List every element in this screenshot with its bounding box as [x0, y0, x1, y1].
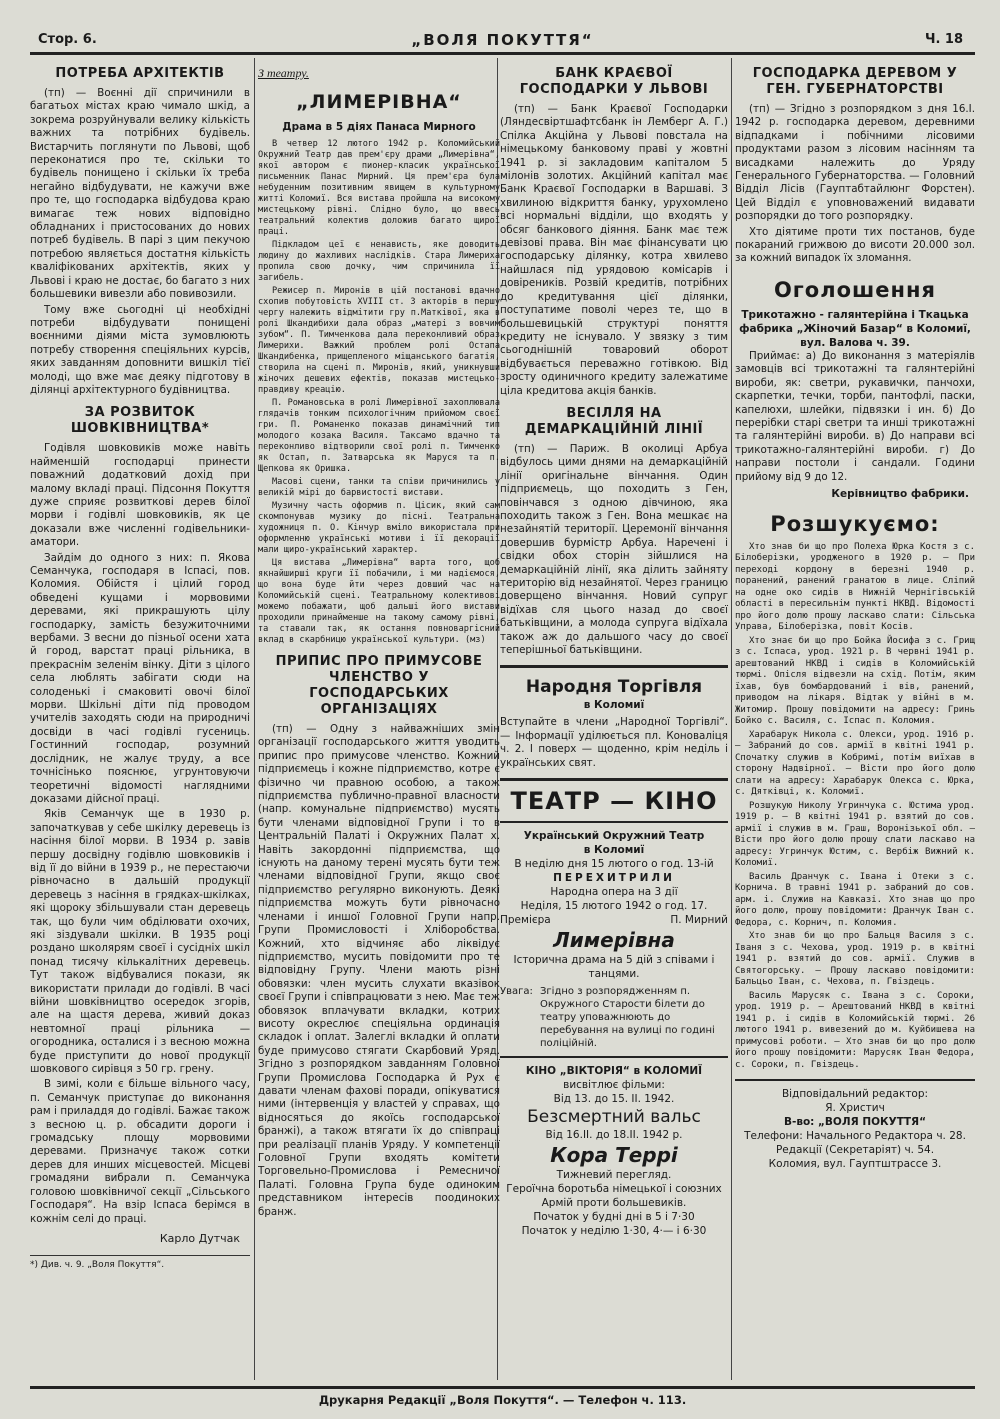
column-rule [731, 58, 732, 1380]
column-rule [254, 58, 255, 1380]
article-paragraph: (тп) — Одну з найважніших змін організації господарського життя уводить припис про примусове членство. Кожний підприємець і кожне підприємство, котре є фізично чи правною особою, а також підприємства публично-правної власности (напр. комунальне підприємство) мусять бути членами відповідної Групи і то в Центральній Палаті і Окружних Палат х. Навіть закордонні підприємства, що існують на даному терені мусять бути теж членами відповідної Групи, якщо своє підприємство регулярно виконують. Деякі підприємства можуть бути рівночасно членами і иншої Головної Групи напр. Групи Промисловості і Хліборобства. Кожний, хто відчиняє або ліквідує підприємство, мусить повідомити про те відповідну Групу. Члени мають різні обовязки: член мусить слухати вказівок своєї Групи і співпрацювати з нею. Має теж обовязок вплачувати вкладки, котрих висоту окреслює спеціяльна ординація складок і оплат. Залеглі вкладки й оплати буде примусово стягати Скарбовий Уряд. Згідно з розпорядком завданням Головної Групи Промислова Господарка й Рух є давати членам фахові поради, опікуватися ними (інтервенція у властей у справах, що відносяться до якоїсь господарської бранжі), а також втягати їх до співпраці при реалізації планів Уряду. У компетенції Головної Групи входять комітети Торговельно-Промислова і Ремесничої Палаті. Головна Група буде одиноким представником інтересів поодиноких бранж. [258, 723, 500, 1218]
article-paragraph: Режисер п. Миронів в цій постанові вдачно схопив побутовість XVIII ст. З акторів в першу чергу належить відмітити гру п.Матківої, яка в ролі Шкандибихи дала образ „матері з вовчим зубом“. П. Тимченкова дала переконливий образ Лимерихи. Важкий проблем ролі Остапа Шкандибенка, прищепленого міщанського багатія, створила на сцені п. Миронів, який, уникнувши жіночих дешевих ефектів, показав мистецько-правдиву креацію. [258, 286, 500, 395]
show-title: ПЕРЕХИТРИЛИ [553, 872, 675, 885]
missing-person-notice: Хто знав би що про Бальця Василя з с. Іваня з с. Чехова, урод. 1919 р. в квітні 1941 р. взятий до сов. армії. Служив в Святогорську. — Прошу ласкаво повідомити: Бальцьо Іван, с. Чехова, п. Гвіздець. [735, 931, 975, 988]
cinema-line: висвітлює фільми: [563, 1079, 665, 1092]
cinema-line: Героїчна боротьба німецької і союзних Армій проти большевиків. [506, 1183, 722, 1210]
cinema-name: КІНО „ВІКТОРІЯ“ в КОЛОМИЇ [525, 1065, 703, 1078]
column-3 [500, 58, 728, 1380]
show-title: Лимерівна [553, 928, 675, 953]
article-paragraph: Годівля шовковиків може навіть найменшій господарці принести поважний додатковий дохід при малому вкладі праці. Підсоння Покуття дуже сприяє розвиткові дерев білої морви і годівлі шовковиків, як це доказали вже численні годівельники-аматори. [30, 442, 250, 549]
missing-person-notice: Василь Дранчук с. Івана і Отеки з с. Корнича. В травні 1941 р. забраний до сов. арм. і. Служив на Кавказі. Хто знав що про його долю, прошу повідомити: Дранчук Іван с. Федора, с. Корнич, п. Коломия. [735, 871, 975, 928]
cinema-line: Тижневий перегляд. [556, 1169, 672, 1182]
missing-person-notice: Василь Марусяк с. Івана з с. Сороки, урод. 1919 р. — Арештований НКВД в квітні 1941 р. і сидів в Коломийській тюрмі. 26 лютого 1941 р. вивезений до м. Куйбишева на примусові роботи. — Хто знав би що про долю його прошу повідомити: Марусяк Іван Федора, с. Сороки, п. Гвіздець. [735, 990, 975, 1070]
cinema-dates: Від 16.II. до 18.II. 1942 р. [545, 1129, 683, 1142]
article-paragraph: Ця вистава „Лимерівна“ варта того, щоб якнайширші круги її побачили, і ми надіємося, що вона буде йти через довший час на Коломийській сцені. Театральному колективові можемо побажати, щоб дальші його вистави проходили принайменше на такому самому рівні, та ставали так, як остання повноваргісний вклад в скарбницю української культури. (мз) [258, 558, 500, 645]
page-header [30, 30, 975, 55]
ad-factory-signature: Керівництво фабрики. [831, 487, 969, 500]
ad-title: ТЕАТР — КІНО [510, 787, 718, 816]
missing-person-notice: Розшукую Николу Угринчука с. Юстима урод. 1919 р. — В квітні 1941 р. взятий до сов. армії і служив в м. Граш, Воронізької обл. — Вісти про його долю прошу слати ласкаво на адресу: Угринчук Юстим, с. Вербіж Вижний к. Коломиї. [735, 800, 975, 869]
premiere-row [500, 913, 728, 927]
column-2 [258, 58, 500, 1380]
ad-text: Вступайте в члени „Народної Торгівлі“. — Інформації уділюється пл. Коноваліця ч. 2. І поверх — щоденно, крім неділь і українських свят. [500, 716, 728, 769]
notice-text: Згідно з розпорядженням п. Окружного Старости білети до театру уповажнюють до перебування на вулиці по годині поліційній. [540, 986, 715, 1050]
theatre-city: в Коломиї [583, 844, 645, 857]
article-paragraph: (тп) — Париж. В околиці Арбуа відбулось цими днями на демаркаційній лінії оригінальне вінчання. Один підприємець, що походить з Ген, повінчався з одною дівчиною, яка походить також з Ген. Вона мешкає на незайнятій території. Церемонії вінчання довершив бурмістр Арбуа. Наречені і свідки обох сторін зійшлися на демаркаційній лінії, яка ділить зайняту територію від незайнятої. Через границю доверщено вінчання. Новий супруг відїхав сля цього назад до своєї батьківщини, а молода супруга відїхала також аж до дальшого часу до своєї теперішньої батьківщини. [500, 442, 728, 657]
editor-name: Я. Христич [825, 1102, 885, 1115]
article-paragraph: Хто діятиме проти тих постанов, буде покараний грижвою до висоти 20.000 зол. за кожний випадок їх зломання. [735, 225, 975, 265]
rubric-theatre: З театру. [258, 66, 309, 80]
editor-label: Відповідальний редактор: [781, 1088, 929, 1101]
missing-person-notice: Харабарук Никола с. Олекси, урод. 1916 р. — Забраний до сов. армії в квітні 1941 р. Спочатку служив в Кобримі, потім виїхав в сторону Надвірної. — Вісти про його долю слати на адресу: Харабарук Олекса с. Юрка, с. Дятківці, к. Коломиї. [735, 729, 975, 798]
article-title-membership: ПРИПИС ПРО ПРИМУСОВЕ ЧЛЕНСТВО У ГОСПОДАРСЬКИХ ОРГАНІЗАЦІЯХ [275, 654, 483, 717]
article-paragraph: (тп) — Воєнні дії спричинили в багатьох містах краю чимало шкід, а зокрема розруйнували велику кількість важних та потрібних будівель. Вистарчить поглянути по Львові, щоб переконатися про те, скільки то будівель понищено і скільки їх треба негайно відбудувати, не кажучи вже про те, що господарка відбудова краю вимагає теж нових відповідно обладнаних і пристосованих до нових потреб будівель. В парі з цим пекучою потребою являється достатня кількість кваліфікованих архітектів, яких у Львові і краю не достає, бо багато з них большевики вивезли або повивозили. [30, 87, 250, 301]
ad-narodna-torhivlia [500, 665, 728, 770]
article-paragraph: П. Романовська в ролі Лимерівної захоплювала глядачів тонким психологічним прийомом своєї гри. П. Романенко показав динамічний тип молодого козака Василя. Таксамо вдачно та переконливо відтворили свої ролі п. Тимченко як Остап, п. Затварська як Маруся та п. Щепкова як Оришка. [258, 398, 500, 474]
section-title-ads: Оголошення [773, 277, 937, 302]
article-paragraph: Зайдім до одного з них: п. Якова Семанчука, господаря в Іспасі, пов. Коломия. Обійстя і цілий город обведені кущами і морвовими деревами, які прикрашують цілу господарку, замість безужиточними вербами. З весни до пізньої осени хата й город, варстат праці рільника, в прекраснім зеленім вінку. Діти з цілого села люблять забігати сюди на солоденькі і смаковиті овочі білої морви. Шкільні діти під проводом учителів заходять сюди на природничі досвіди в часі годівлі гусениць. Гостинний господар, розумний дослідник, не жалує труду, а все точнісінько пояснює, угрунтовуючи теоретичні відомості наглядними доказами дійсної праці. [30, 551, 250, 805]
article-paragraph: Масові сцени, танки та співи причинились у великій мірі до барвистості вистави. [258, 477, 500, 498]
notice [500, 985, 728, 1050]
publisher: В-во: „ВОЛЯ ПОКУТТЯ“ [783, 1116, 927, 1129]
article-paragraph: (тп) — Банк Краєвої Господарки (Ляндесвіртшафтсбанк ін Лемберг А. Г.) Спілка Акційна у Львові повстала на німецькому банковому праві у жовтні 1941 р. зі закладовим капіталом 5 мілонів золотих. Акційний капітал має Банк Краєвої Господарки в Варшаві. З хвилиною відкриття банку, урухомлено всі нормальні відділи, що входять у обсяг банкового діяння. Банк має теж девізові права. Він має фінансувати цю господарську ділянку, котра хвилево найшлася під урядовою комісарів і довіреників. Розвій кредитів, потрібних до кредитування цієї ділянки, поступатиме поволі через те, що в большевицькій структурі поняття кредиту не існувало. У звязку з тим сьогоднішній товаровий оборот відбувається переважно готівкою. Від зросту одиничного кредиту залежатиме ціла кредитова акція банків. [500, 103, 728, 397]
section-title-search: Розшукуємо: [770, 511, 940, 536]
article-paragraph: В зимі, коли є більше вільного часу, п. Семанчук приступає до виконання рам і приладдя до годівлі. Бажає також з весною ц. р. обсадити дороги і громадську площу морвовими деревами. Призначує також сотки дерев для инших місцевостей. Місцеві громадяни вибрали п. Семанчука головою шовківничої секції „Сільського Господаря“. На взір Іспаса берімся в кожнім селі до праці. [30, 1078, 250, 1225]
article-title-bank: БАНК КРАЄВОЇ ГОСПОДАРКИ У ЛЬВОВІ [519, 66, 709, 97]
article-title-silk: ЗА РОЗВИТОК ШОВКІВНИЦТВА* [70, 405, 210, 437]
article-paragraph: (тп) — Згідно з розпорядком з дня 16.І. 1942 р. господарка деревом, деревними відпадками і побічними лісовими продуктами разом з лісовим насінням та висадками належить до Уряду Генерального Губернаторства. — Головний Відділ Лісів (Гауптабтайлюнг Форстен). Цей Відділ є уповноважений видавати розпорядки до того розпорядку. [735, 103, 975, 223]
masthead: „ВОЛЯ ПОКУТТЯ“ [411, 31, 594, 49]
column-4 [735, 58, 975, 1380]
show-genre: Історична драма на 5 дій з співами і танцями. [513, 954, 715, 981]
article-subtitle: Драма в 5 діях Панаса Мирного [282, 121, 476, 133]
film-title: Кора Террі [550, 1143, 678, 1168]
theatre-name: Український Окружний Театр [523, 830, 705, 843]
cinema-dates: Від 13. до 15. II. 1942. [553, 1093, 675, 1106]
ad-theatre-cinema [500, 778, 728, 1238]
ad-title: Народня Торгівля [525, 677, 703, 698]
phone-line: Телефони: Начального Редактора ч. 28. [744, 1130, 966, 1143]
column-1 [30, 58, 250, 1380]
premiere-author: П. Мирний [670, 914, 728, 927]
ad-factory-text: Приймає: а) До виконання з матеріялів замовців всі трикотажні та галянтерійні вироби, як: светри, рукавички, панчохи, скарпетки, течки, торби, пантофлі, паски, капелюхи, шлейки, підвязки і ин. б) До перерібки старі светри та инші трикотажні та галянтерійні вироби. в) До направи всі трикотажно-галянтерійні вироби. г) До направи постоли і сандали. Години прийому від 9 до 12. [735, 349, 975, 483]
article-title-architects: ПОТРЕБА АРХІТЕКТІВ [55, 66, 225, 81]
divider [500, 821, 728, 823]
page-number: Стор. 6. [38, 32, 97, 47]
show-genre: Народна опера на 3 дії [550, 886, 678, 899]
divider [500, 1056, 728, 1058]
article-paragraph: В четвер 12 лютого 1942 р. Коломийський Окружний Театр дав прем'єру драми „Лимерівна“, якої автором є пионер-класик української письменник Панас Мирний. Ця прем'єра була небуденним позитивним явищем в культурному житті Коломиї. Вся вистава пройшла на високому мистецькому рівні. Слідно було, що ввесь театральний колектив доложив багато щирої праці. [258, 139, 500, 237]
show-date: Неділя, 15 лютого 1942 о год. 17. [520, 900, 708, 913]
notice-label: Увага: [500, 986, 533, 998]
article-title-wedding: ВЕСІЛЛЯ НА ДЕМАРКАЦІЙНІЙ ЛІНІЇ [524, 405, 704, 437]
showtimes: Початок у неділю 1·30, 4·— і 6·30 [521, 1225, 707, 1238]
film-title: Безсмертний вальс [527, 1107, 701, 1128]
missing-person-notice: Хто знав би що про Полеха Юрка Костя з с. Білоберізки, уродженого в 1920 р. — При переході кордону в березні 1940 р. поранений, ранений гранатою в лице. Сліпий на одне око сидів в Нижній Чернігівській області в пересильнім пункті НКВД. Відомості про його долю прошу ласкаво слати: Сільська Управа, Білоберізка, повіт Косів. [735, 541, 975, 633]
premiere-label: Премієра [500, 914, 551, 927]
show-date: В неділю дня 15 лютого о год. 13-ій [514, 858, 714, 871]
article-title-forestry: ГОСПОДАРКА ДЕРЕВОМ У ГЕН. ГУБЕРНАТОРСТВІ [752, 66, 958, 97]
footnote: *) Див. ч. 9. „Воля Покуття“. [30, 1255, 250, 1270]
showtimes: Початок у будні дні в 5 і 7·30 [533, 1211, 695, 1224]
issue-number: Ч. 18 [924, 32, 963, 47]
missing-person-notice: Хто знає би що про Бойка Йосифа з с. Грищ з с. Іспаса, урод. 1921 р. В червні 1941 р. арештований НКВД і сидів в Коломийській тюрмі. Опісля відвезли на схід. Потім, яким їхав, був бомбардований і вів, ранений, приводом на лікаря. Відтак у війні в м. Житомир. Прошу повідомити на адресу: Гринь Бойко с. Василя, с. Іспас п. Коломия. [735, 635, 975, 727]
editorial-info [735, 1079, 975, 1171]
phone-line: Редакції (Секретаріят) ч. 54. [775, 1144, 935, 1157]
printer-footer: Друкарня Редакції „Воля Покуття“. — Телефон ч. 113. [30, 1386, 975, 1407]
address-line: Коломия, вул. Гауптштрассе 3. [768, 1158, 942, 1171]
article-paragraph: Тому вже сьогодні ці необхідні потреби відбудувати понищені воєнними діями міста зумовлюють потребу створення спеціяльних курсів, яких завданням доповнити вишкіл тієї молоді, що вже має деяку підготову в ділянці архітектурного будівництва. [30, 303, 250, 396]
article-paragraph: Підкладом цеї є ненависть, яке доводить людину до жахливих наслідків. Стара Лимериха пропила свою дочку, чим спричинила її загибель. [258, 240, 500, 283]
article-paragraph: Музичну часть оформив п. Цісик, який сам скомпонував музику до пісні. Театральна художниця п. О. Кінчур вміло використала при оформленню українські мотиви і її декорації мали щиро-український характер. [258, 501, 500, 555]
ad-factory-title: Трикотажно - галянтерійна і Ткацька фабрика „Жіночий Базар“ в Коломиї, вул. Валова ч. 39. [739, 308, 971, 349]
ad-subtitle: в Коломиї [583, 699, 645, 712]
article-title-limerivna: „ЛИМЕРІВНА“ [296, 91, 462, 113]
article-signature: Карло Дутчак [159, 1231, 240, 1245]
article-paragraph: Яків Семанчук ще в 1930 р. започаткував у себе шкілку деревець із насіння білої морви. В 1934 р. завів першу досвідну годівлю шовковиків і від її до війни в 1939 р., не перестаючи рівночасно в дальшій продукції деревець з насіння в грядках-шкілках, які щороку збільшували стан деревець так, що були чим обділювати охочих, які зіздували шкілки. В 1935 році роздано школярям своєї і сусідніх шкіл понад тисячу кількалітних деревець. Тут також відбувалися покази, як використати прилади до годівлі. В часі війни шовківництво осередок згорів, але на щастя дерева, живий доказ невтомної праці рільника — огородника, осталися і з весною можна буде приступити до нової продукції шовкового сирівця з 50 гр. грену. [30, 808, 250, 1076]
